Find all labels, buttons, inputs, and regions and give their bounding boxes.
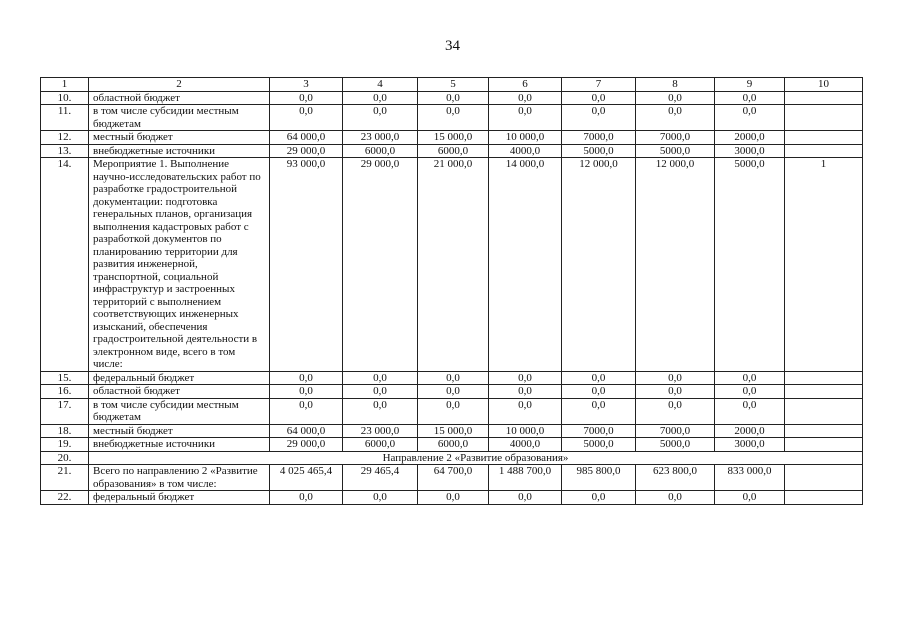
row-number: 11. <box>41 105 89 131</box>
amount-cell: 0,0 <box>270 491 343 505</box>
amount-cell: 623 800,0 <box>636 465 715 491</box>
table-row <box>41 91 863 105</box>
amount-cell: 7000,0 <box>636 131 715 145</box>
amount-cell: 0,0 <box>636 491 715 505</box>
amount-cell: 0,0 <box>636 398 715 424</box>
row-number: 15. <box>41 371 89 385</box>
amount-cell: 0,0 <box>418 371 489 385</box>
amount-cell: 2000,0 <box>715 424 785 438</box>
amount-cell: 2000,0 <box>715 131 785 145</box>
amount-cell: 64 000,0 <box>270 131 343 145</box>
amount-cell: 0,0 <box>418 385 489 399</box>
column-number-6: 6 <box>489 78 562 92</box>
amount-cell: 5000,0 <box>715 158 785 372</box>
amount-cell: 29 000,0 <box>270 438 343 452</box>
amount-cell: 0,0 <box>270 398 343 424</box>
amount-cell: 3000,0 <box>715 438 785 452</box>
amount-cell: 0,0 <box>636 105 715 131</box>
amount-cell: 0,0 <box>715 371 785 385</box>
amount-cell: 5000,0 <box>562 438 636 452</box>
amount-cell: 0,0 <box>489 491 562 505</box>
amount-cell: 0,0 <box>562 398 636 424</box>
amount-cell: 0,0 <box>343 398 418 424</box>
reference-cell <box>785 465 863 491</box>
row-number: 21. <box>41 465 89 491</box>
amount-cell: 0,0 <box>343 491 418 505</box>
reference-cell <box>785 385 863 399</box>
row-description: в том числе субсидии местным бюджетам <box>89 105 270 131</box>
reference-cell <box>785 105 863 131</box>
row-number: 22. <box>41 491 89 505</box>
amount-cell: 14 000,0 <box>489 158 562 372</box>
amount-cell: 0,0 <box>636 371 715 385</box>
amount-cell: 64 700,0 <box>418 465 489 491</box>
column-number-2: 2 <box>89 78 270 92</box>
amount-cell: 0,0 <box>715 491 785 505</box>
amount-cell: 0,0 <box>562 385 636 399</box>
amount-cell: 10 000,0 <box>489 424 562 438</box>
row-description: областной бюджет <box>89 91 270 105</box>
row-number: 19. <box>41 438 89 452</box>
column-number-9: 9 <box>715 78 785 92</box>
amount-cell: 12 000,0 <box>562 158 636 372</box>
amount-cell: 0,0 <box>343 105 418 131</box>
amount-cell: 985 800,0 <box>562 465 636 491</box>
reference-cell <box>785 398 863 424</box>
budget-table <box>40 77 863 505</box>
amount-cell: 0,0 <box>636 385 715 399</box>
amount-cell: 6000,0 <box>343 144 418 158</box>
reference-cell: 1 <box>785 158 863 372</box>
amount-cell: 15 000,0 <box>418 424 489 438</box>
reference-cell <box>785 438 863 452</box>
amount-cell: 6000,0 <box>418 438 489 452</box>
row-description: в том числе субсидии местным бюджетам <box>89 398 270 424</box>
row-number: 10. <box>41 91 89 105</box>
column-number-5: 5 <box>418 78 489 92</box>
amount-cell: 29 000,0 <box>270 144 343 158</box>
amount-cell: 0,0 <box>343 91 418 105</box>
amount-cell: 0,0 <box>489 371 562 385</box>
column-number-8: 8 <box>636 78 715 92</box>
table-row <box>41 385 863 399</box>
amount-cell: 6000,0 <box>343 438 418 452</box>
row-number: 13. <box>41 144 89 158</box>
amount-cell: 93 000,0 <box>270 158 343 372</box>
amount-cell: 29 000,0 <box>343 158 418 372</box>
amount-cell: 7000,0 <box>636 424 715 438</box>
amount-cell: 0,0 <box>270 105 343 131</box>
reference-cell <box>785 371 863 385</box>
amount-cell: 0,0 <box>418 91 489 105</box>
amount-cell: 0,0 <box>489 91 562 105</box>
amount-cell: 0,0 <box>418 491 489 505</box>
amount-cell: 0,0 <box>715 398 785 424</box>
amount-cell: 0,0 <box>562 91 636 105</box>
amount-cell: 833 000,0 <box>715 465 785 491</box>
amount-cell: 0,0 <box>489 105 562 131</box>
amount-cell: 5000,0 <box>636 438 715 452</box>
header-row <box>41 78 863 92</box>
table-row <box>41 105 863 131</box>
amount-cell: 4000,0 <box>489 144 562 158</box>
reference-cell <box>785 144 863 158</box>
table-row <box>41 438 863 452</box>
row-description: местный бюджет <box>89 424 270 438</box>
amount-cell: 0,0 <box>270 385 343 399</box>
amount-cell: 29 465,4 <box>343 465 418 491</box>
page-number: 34 <box>445 38 460 54</box>
row-description: местный бюджет <box>89 131 270 145</box>
row-description: федеральный бюджет <box>89 491 270 505</box>
row-description: внебюджетные источники <box>89 144 270 158</box>
amount-cell: 0,0 <box>489 398 562 424</box>
table-row <box>41 491 863 505</box>
amount-cell: 0,0 <box>715 91 785 105</box>
amount-cell: 7000,0 <box>562 131 636 145</box>
amount-cell: 0,0 <box>418 398 489 424</box>
amount-cell: 0,0 <box>715 385 785 399</box>
amount-cell: 0,0 <box>270 91 343 105</box>
reference-cell <box>785 424 863 438</box>
amount-cell: 10 000,0 <box>489 131 562 145</box>
row-description: внебюджетные источники <box>89 438 270 452</box>
column-number-4: 4 <box>343 78 418 92</box>
amount-cell: 3000,0 <box>715 144 785 158</box>
row-number: 12. <box>41 131 89 145</box>
table-row <box>41 371 863 385</box>
amount-cell: 0,0 <box>562 105 636 131</box>
table-row <box>41 424 863 438</box>
amount-cell: 7000,0 <box>562 424 636 438</box>
reference-cell <box>785 131 863 145</box>
amount-cell: 12 000,0 <box>636 158 715 372</box>
amount-cell: 64 000,0 <box>270 424 343 438</box>
table-row <box>41 144 863 158</box>
table-row <box>41 158 863 372</box>
amount-cell: 0,0 <box>343 385 418 399</box>
reference-cell <box>785 491 863 505</box>
amount-cell: 0,0 <box>636 91 715 105</box>
amount-cell: 0,0 <box>270 371 343 385</box>
amount-cell: 15 000,0 <box>418 131 489 145</box>
amount-cell: 6000,0 <box>418 144 489 158</box>
amount-cell: 5000,0 <box>636 144 715 158</box>
section-title: Направление 2 «Развитие образования» <box>89 451 863 465</box>
row-description: Всего по направлению 2 «Развитие образования» в том числе: <box>89 465 270 491</box>
column-number-1: 1 <box>41 78 89 92</box>
amount-cell: 23 000,0 <box>343 131 418 145</box>
amount-cell: 4000,0 <box>489 438 562 452</box>
amount-cell: 5000,0 <box>562 144 636 158</box>
amount-cell: 0,0 <box>562 491 636 505</box>
amount-cell: 0,0 <box>489 385 562 399</box>
amount-cell: 1 488 700,0 <box>489 465 562 491</box>
row-description: областной бюджет <box>89 385 270 399</box>
amount-cell: 0,0 <box>562 371 636 385</box>
row-number: 16. <box>41 385 89 399</box>
row-number: 14. <box>41 158 89 372</box>
amount-cell: 0,0 <box>343 371 418 385</box>
row-number: 18. <box>41 424 89 438</box>
section-row <box>41 451 863 465</box>
column-number-7: 7 <box>562 78 636 92</box>
row-description: Мероприятие 1. Выполнение научно-исследовательских работ по разработке градостроительной документации: подготовка генеральных планов, организация выполнения кадастровых работ с разработкой документов по планированию территории для развития инженерной, транспортной, социальной инфраструктур и застроенных территорий с выполнением соответствующих инженерных изысканий, обеспечения градостроительной деятельности в электронном виде, всего в том числе: <box>89 158 270 372</box>
row-number: 20. <box>41 451 89 465</box>
amount-cell: 0,0 <box>715 105 785 131</box>
table-row <box>41 131 863 145</box>
amount-cell: 0,0 <box>418 105 489 131</box>
reference-cell <box>785 91 863 105</box>
column-number-10: 10 <box>785 78 863 92</box>
column-number-3: 3 <box>270 78 343 92</box>
amount-cell: 23 000,0 <box>343 424 418 438</box>
table-row <box>41 398 863 424</box>
row-description: федеральный бюджет <box>89 371 270 385</box>
amount-cell: 21 000,0 <box>418 158 489 372</box>
row-number: 17. <box>41 398 89 424</box>
table-row <box>41 465 863 491</box>
amount-cell: 4 025 465,4 <box>270 465 343 491</box>
